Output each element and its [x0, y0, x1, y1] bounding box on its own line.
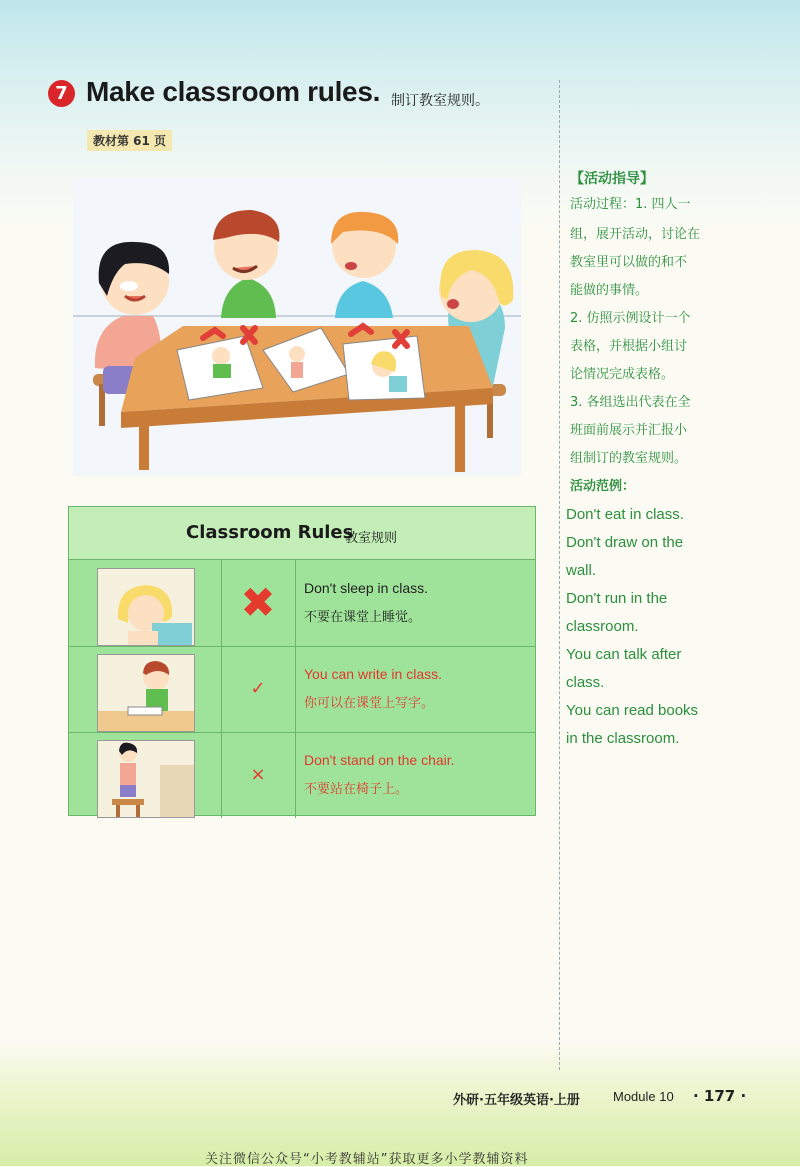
cross-mark-icon: ✖	[240, 578, 276, 627]
rule-text-cell	[296, 560, 535, 646]
footer-book-title: 外研·五年级英语·上册	[453, 1093, 580, 1108]
rule-text-cell	[296, 732, 535, 818]
footer-module: Module 10	[613, 1089, 674, 1104]
rules-table-title-cn: 教室规则	[345, 531, 398, 546]
column-divider	[559, 80, 560, 1070]
page-number: · 177 ·	[693, 1087, 747, 1105]
page-subtitle: 制订教室规则。	[391, 93, 489, 109]
rule-mark-cell	[221, 560, 296, 646]
rule-text-en: You can write in class.	[304, 666, 442, 682]
guide-line: 论情况完成表格。	[570, 367, 675, 382]
rule-text-cn: 不要在课堂上睡觉。	[304, 610, 422, 625]
rules-table-title: Classroom Rules	[186, 522, 354, 543]
check-mark-icon: ✓	[250, 678, 266, 699]
standing-on-chair-picture	[97, 740, 195, 818]
guide-examples-label: 活动范例：	[570, 479, 636, 494]
example-line: You can talk after	[566, 646, 682, 663]
rule-picture-cell	[69, 646, 222, 732]
classroom-rules-table	[68, 506, 536, 816]
watermark-text: 关注微信公众号“小考教辅站”获取更多小学教辅资料	[205, 1152, 529, 1167]
example-line: Don't eat in class.	[566, 506, 684, 523]
table-row	[69, 732, 535, 818]
guide-line: 能做的事情。	[570, 283, 649, 298]
guide-line: 3. 各组选出代表在全	[570, 395, 691, 410]
guide-line: 组制订的教室规则。	[570, 451, 688, 466]
textbook-page-reference: 教材第 61 页	[87, 130, 172, 151]
writing-boy-picture	[97, 654, 195, 732]
example-line: Don't draw on the	[566, 534, 684, 551]
example-line: wall.	[566, 562, 597, 579]
rule-mark-cell	[221, 732, 296, 818]
rule-text-en: Don't stand on the chair.	[304, 752, 455, 768]
rule-text-cn: 你可以在课堂上写字。	[304, 696, 435, 711]
rule-mark-cell	[221, 646, 296, 732]
rules-table-header	[69, 507, 535, 560]
table-row	[69, 560, 535, 647]
activity-number-badge: 7	[48, 80, 75, 107]
guide-line: 班面前展示并汇报小	[570, 423, 688, 438]
activity-guide-heading: 【活动指导】	[570, 171, 654, 187]
rule-picture-cell	[69, 732, 222, 818]
guide-line: 2. 仿照示例设计一个	[570, 311, 691, 326]
example-line: classroom.	[566, 618, 639, 635]
rule-text-en: Don't sleep in class.	[304, 580, 429, 596]
table-row	[69, 646, 535, 733]
example-line: class.	[566, 674, 605, 691]
example-line: Don't run in the	[566, 590, 668, 607]
guide-line: 表格，并根据小组讨	[570, 339, 688, 354]
rule-picture-cell	[69, 560, 222, 646]
guide-line: 组，展开活动，讨论在	[570, 227, 701, 242]
sleeping-girl-picture	[97, 568, 195, 646]
classroom-illustration-drawing	[73, 178, 521, 476]
rule-text-cn: 不要站在椅子上。	[304, 782, 409, 797]
guide-line: 活动过程：1. 四人一	[570, 197, 691, 212]
example-line: You can read books	[566, 702, 699, 719]
page-title: Make classroom rules.	[86, 76, 381, 107]
guide-line: 教室里可以做的和不	[570, 255, 688, 270]
classroom-illustration	[73, 178, 521, 476]
rule-text-cell	[296, 646, 535, 732]
cross-mark-icon: ×	[250, 764, 266, 785]
example-line: in the classroom.	[566, 730, 680, 747]
